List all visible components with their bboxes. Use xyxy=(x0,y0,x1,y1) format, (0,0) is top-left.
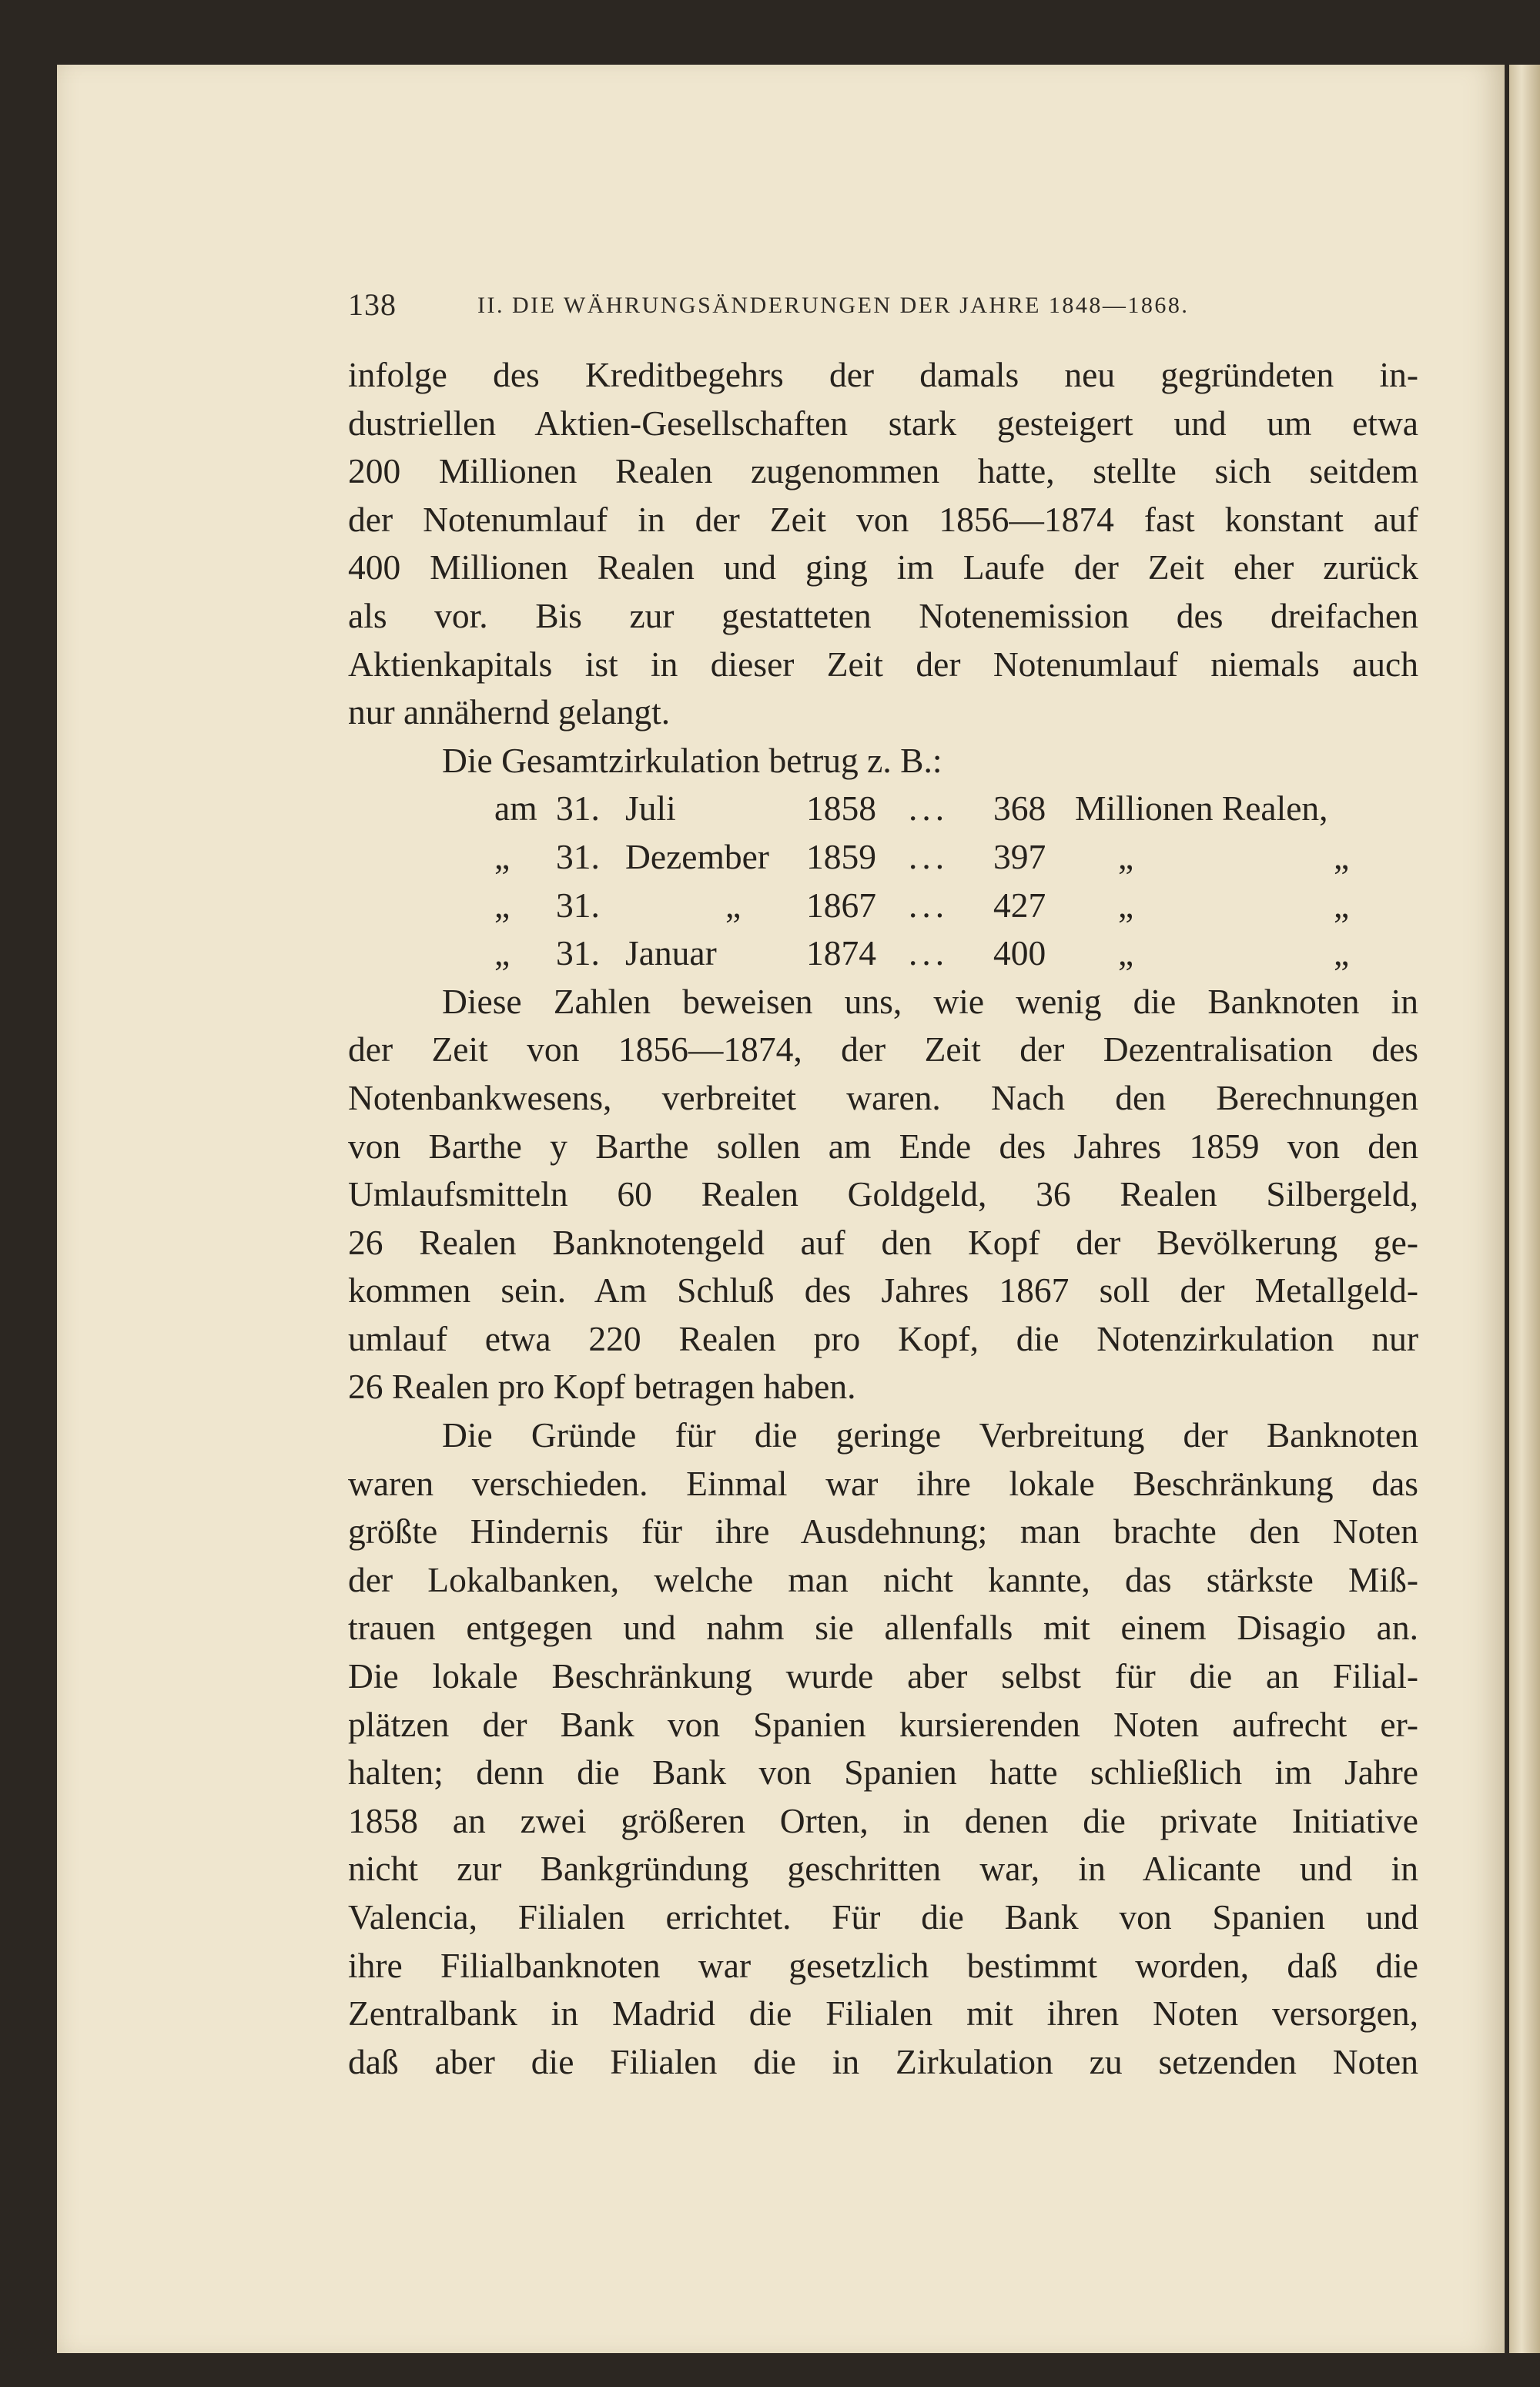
text-line: umlauf etwa 220 Realen pro Kopf, die Notenzirkulation nur xyxy=(348,1318,1418,1358)
page-number: 138 xyxy=(348,287,397,322)
text-line: plätzen der Bank von Spanien kursierenden Noten aufrecht er- xyxy=(348,1704,1418,1744)
text-line: waren verschieden. Einmal war ihre lokale Beschränkung das xyxy=(348,1463,1418,1503)
text-line: der Lokalbanken, welche man nicht kannte, das stärkste Miß- xyxy=(348,1559,1418,1599)
text-line: Notenbankwesens, verbreitet waren. Nach den Berechnungen xyxy=(348,1077,1418,1117)
row-leader-dots: ... xyxy=(909,933,949,973)
circulation-table xyxy=(348,785,1418,977)
text-line: Die lokale Beschränkung wurde aber selbst für die an Filial- xyxy=(348,1656,1418,1696)
text-line: von Barthe y Barthe sollen am Ende des Jahres 1859 von den xyxy=(348,1126,1418,1166)
row-ditto-realen: „ xyxy=(1334,836,1350,876)
row-day: 31. xyxy=(556,933,600,973)
row-ditto-millionen: „ xyxy=(1118,933,1134,973)
page-header xyxy=(348,286,1418,325)
text-line: Umlaufsmitteln 60 Realen Goldgeld, 36 Realen Silbergeld, xyxy=(348,1174,1418,1214)
row-amount: 427 xyxy=(993,885,1046,925)
row-year: 1874 xyxy=(806,933,876,973)
text-line: nur annähernd gelangt. xyxy=(348,692,671,732)
row-ditto-millionen: „ xyxy=(1118,836,1134,876)
row-ditto-realen: „ xyxy=(1334,933,1350,973)
row-year: 1859 xyxy=(806,836,876,876)
row-unit: Millionen Realen, xyxy=(1075,788,1328,829)
text-line: 26 Realen pro Kopf betragen haben. xyxy=(348,1367,856,1407)
text-line: Zentralbank in Madrid die Filialen mit ihren Noten versorgen, xyxy=(348,1994,1418,2034)
row-year: 1867 xyxy=(806,885,876,925)
text-line: kommen sein. Am Schluß des Jahres 1867 soll der Metallgeld- xyxy=(348,1270,1418,1311)
row-day: 31. xyxy=(556,836,600,876)
text-line: ihre Filialbanknoten war gesetzlich bestimmt worden, daß die xyxy=(348,1945,1418,1985)
text-line: Aktienkapitals ist in dieser Zeit der Notenumlauf niemals auch xyxy=(348,644,1418,684)
text-line: infolge des Kreditbegehrs der damals neu gegründeten in- xyxy=(348,355,1418,394)
text-line: 1858 an zwei größeren Orten, in denen die private Initiative xyxy=(348,1800,1418,1840)
text-line: 400 Millionen Realen und ging im Laufe der Zeit eher zurück xyxy=(348,547,1418,588)
page-body xyxy=(348,351,1418,2086)
text-line: größte Hindernis für ihre Ausdehnung; man brachte den Noten xyxy=(348,1512,1418,1552)
text-line: als vor. Bis zur gestatteten Notenemission des dreifachen xyxy=(348,595,1418,635)
row-leader-dots: ... xyxy=(909,836,949,876)
table-row xyxy=(348,833,1418,882)
text-line: der Zeit von 1856—1874, der Zeit der Dezentralisation des xyxy=(348,1029,1418,1070)
row-amount: 397 xyxy=(993,836,1046,876)
row-day: 31. xyxy=(556,788,600,829)
row-month: Dezember xyxy=(625,836,769,876)
row-leader-dots: ... xyxy=(909,885,949,925)
text-line: halten; denn die Bank von Spanien hatte schließlich im Jahre xyxy=(348,1753,1418,1793)
running-head: II. DIE WÄHRUNGSÄNDERUNGEN DER JAHRE 1848—1868. xyxy=(477,293,1190,318)
text-line: Diese Zahlen beweisen uns, wie wenig die Banknoten in xyxy=(442,981,1418,1021)
paragraph-3 xyxy=(348,1411,1418,2086)
row-month: Januar xyxy=(625,933,717,973)
table-row xyxy=(348,929,1418,978)
row-ditto-millionen: „ xyxy=(1118,885,1134,925)
table-row xyxy=(348,882,1418,930)
text-line: trauen entgegen und nahm sie allenfalls mit einem Disagio an. xyxy=(348,1608,1418,1648)
row-year: 1858 xyxy=(806,788,876,829)
text-line: Die Gründe für die geringe Verbreitung der Banknoten xyxy=(442,1415,1418,1455)
row-prefix: „ xyxy=(494,933,511,973)
row-prefix: „ xyxy=(494,836,511,876)
text-line: nicht zur Bankgründung geschritten war, in Alicante und in xyxy=(348,1849,1418,1889)
row-amount: 400 xyxy=(993,933,1046,973)
row-ditto-month: „ xyxy=(725,885,742,925)
paragraph-2 xyxy=(348,978,1418,1411)
text-line: daß aber die Filialen die in Zirkulation zu setzenden Noten xyxy=(348,2041,1418,2081)
row-day: 31. xyxy=(556,885,600,925)
table-intro: Die Gesamtzirkulation betrug z. B.: xyxy=(442,740,942,780)
row-leader-dots: ... xyxy=(909,788,949,829)
text-line: der Notenumlauf in der Zeit von 1856—1874 fast konstant auf xyxy=(348,499,1418,539)
text-line: dustriellen Aktien-Gesellschaften stark gesteigert und um etwa xyxy=(348,403,1418,443)
row-amount: 368 xyxy=(993,788,1046,829)
text-line: 200 Millionen Realen zugenommen hatte, stellte sich seitdem xyxy=(348,451,1418,491)
next-page-edge xyxy=(1509,65,1540,2353)
row-prefix: „ xyxy=(494,885,511,925)
table-row xyxy=(348,785,1418,833)
row-ditto-realen: „ xyxy=(1334,885,1350,925)
row-prefix: am xyxy=(494,788,537,829)
text-line: 26 Realen Banknotengeld auf den Kopf der Bevölkerung ge- xyxy=(348,1222,1418,1262)
row-month: Juli xyxy=(625,788,676,829)
paragraph-1 xyxy=(348,351,1418,737)
text-line: Valencia, Filialen errichtet. Für die Bank von Spanien und xyxy=(348,1897,1418,1937)
